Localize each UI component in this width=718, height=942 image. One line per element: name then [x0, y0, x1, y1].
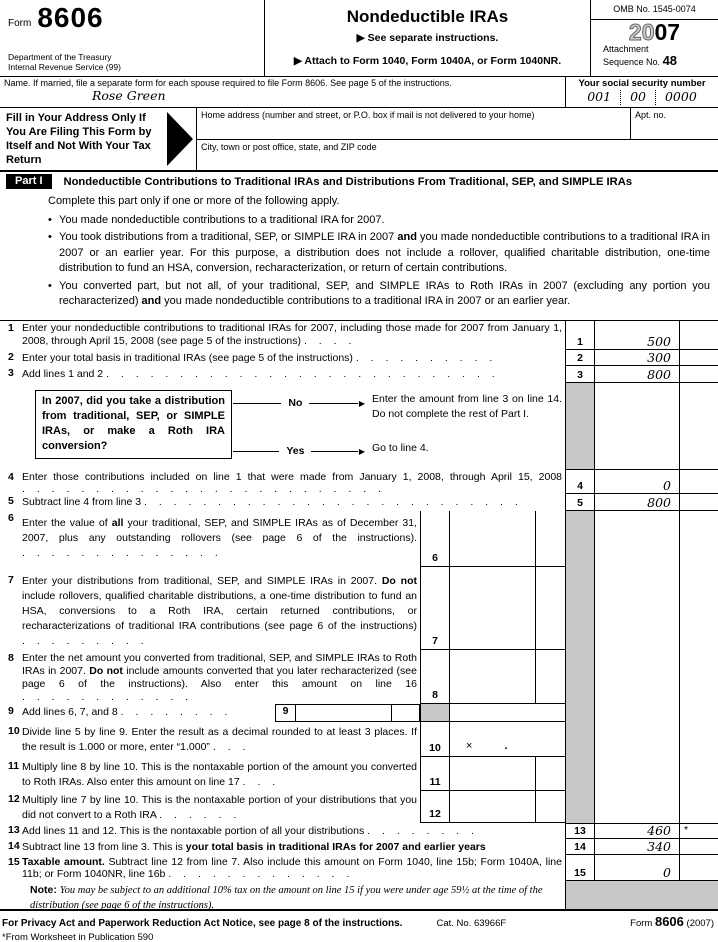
- line-2-amount-field[interactable]: 300: [595, 350, 679, 366]
- line-11-label: Multiply line 8 by line 10. This is the nontaxable portion of the amount you converted to Roth IRAs. Also enter this amount on line 17 . . .: [22, 761, 417, 788]
- ssn-area-number[interactable]: 001: [587, 89, 612, 104]
- department-line2: Internal Revenue Service (99): [8, 62, 121, 72]
- line-9-box-number: 9: [276, 705, 296, 721]
- empty-amount-cell: [595, 757, 679, 791]
- home-address-field[interactable]: Home address (number and street, or P.O. box if mail is not delivered to your home): [201, 110, 535, 120]
- line-2-row: [0, 350, 718, 366]
- line-15-cents-field[interactable]: [679, 855, 718, 881]
- form-number: 8606: [37, 2, 104, 33]
- empty-amount-cell: [595, 722, 679, 757]
- line-1-label: Enter your nondeductible contributions to traditional IRAs for 2007, including those made for 2007 from January 1, 2008, through April 15, 2008 (see page 5 of the instructions) . . . .: [22, 322, 562, 347]
- line-9-number: 9: [8, 705, 14, 717]
- attachment-sequence: [591, 44, 718, 68]
- ssn-serial-number[interactable]: 0000: [664, 89, 697, 104]
- name-cell: [0, 77, 565, 107]
- decision-yes-result: Go to line 4.: [372, 442, 429, 454]
- intro-bullet-2: • You took distributions from a traditional, SEP, or SIMPLE IRA in 2007 and you made nondeductible contributions to a traditional IRA in 2007 or an earlier year. For this purpose, a distribution does not include a rollover, qualified charitable distribution, one-time distribution to fund an HSA, conversion, recharacterization, or return of certain contributions.: [48, 230, 710, 277]
- line-15-row: [0, 855, 718, 881]
- shaded-cell: [565, 722, 595, 757]
- attach-to-note: ▶ Attach to Form 1040, Form 1040A, or Form 1040NR.: [293, 55, 562, 67]
- line-13-row: [0, 823, 718, 839]
- line-12-amount-field[interactable]: [450, 791, 535, 823]
- bullet-icon: •: [48, 231, 52, 243]
- line-14-label: Subtract line 13 from line 3. This is your total basis in traditional IRAs for 2007 and earlier years: [22, 841, 486, 853]
- line-2-box-number: 2: [565, 350, 595, 366]
- line-6-amount-field[interactable]: [450, 511, 535, 567]
- empty-cell: [450, 704, 565, 722]
- form-header: [0, 0, 718, 77]
- line-4-label: Enter those contributions included on line 1 that were made from January 1, 2008, through April 15, 2008 . . . . . . . . . . . . . . . . . . . . . . . . .: [22, 471, 562, 495]
- line-1-number: 1: [8, 322, 14, 334]
- tax-year-century: 20: [628, 19, 655, 45]
- note-text: Note: You may be subject to an additional 10% tax on the amount on line 15 if you were under age 59½ at the time of the distribution (see page 6 of the instructions).: [30, 884, 543, 911]
- line-9-amount-field[interactable]: [296, 705, 391, 721]
- decision-no-branch: [233, 396, 365, 411]
- line-11-cents-field[interactable]: [535, 757, 565, 791]
- empty-amount-cell: [595, 791, 679, 823]
- catalog-number: Cat. No. 63966F: [436, 918, 507, 929]
- line-15-amount-field[interactable]: 0: [595, 855, 679, 881]
- line-9-inline-box: [275, 704, 420, 722]
- empty-cents-cell: [679, 511, 718, 567]
- line-3-cents-field[interactable]: [679, 366, 718, 383]
- empty-amount-cell: [595, 383, 679, 470]
- line-4-row: [0, 470, 718, 494]
- line-10-box-number: 10: [420, 722, 450, 757]
- address-sidebar: [0, 108, 197, 170]
- address-fields: [197, 108, 718, 170]
- shaded-cell: [565, 881, 718, 909]
- line-13-label: Add lines 11 and 12. This is the nontaxable portion of all your distributions . . . . . . . .: [22, 825, 479, 837]
- line-13-number: 13: [8, 824, 20, 836]
- line-11-row: [0, 757, 718, 791]
- line-6-number: 6: [8, 512, 14, 524]
- shaded-cell: [565, 791, 595, 823]
- form-word: Form: [8, 18, 32, 29]
- line-15-box-number: 15: [565, 855, 595, 881]
- line-10-decimal-field[interactable]: [450, 722, 565, 757]
- empty-amount-cell: [595, 511, 679, 567]
- address-block: [0, 108, 718, 172]
- line-5-label: Subtract line 4 from line 3 . . . . . . . . . . . . . . . . . . . . . . . . . .: [22, 496, 523, 508]
- shaded-cell: [565, 757, 595, 791]
- line-5-cents-field[interactable]: [679, 494, 718, 511]
- name-ssn-row: [0, 77, 718, 108]
- line-1-row: [0, 321, 718, 350]
- shaded-cell: [565, 704, 595, 722]
- line-6-box-number: 6: [420, 511, 450, 567]
- multiply-sign: ×: [466, 740, 473, 752]
- ssn-field[interactable]: [566, 90, 718, 105]
- shaded-cell: [565, 511, 595, 567]
- line-4-box-number: 4: [565, 470, 595, 494]
- arrow-icon: ▶: [358, 399, 365, 408]
- attachment-label: Attachment: [603, 44, 649, 54]
- intro-sentence: Complete this part only if one or more of the following apply.: [48, 195, 340, 207]
- line-14-number: 14: [8, 840, 20, 852]
- yes-label: Yes: [286, 445, 305, 457]
- part1-badge: Part I: [6, 174, 52, 189]
- line-10-number: 10: [8, 725, 20, 737]
- decision-yes-branch: [233, 444, 365, 459]
- intro-bullet-1: • You made nondeductible contributions to a traditional IRA for 2007.: [48, 213, 710, 229]
- line-12-row: [0, 791, 718, 823]
- line-5-box-number: 5: [565, 494, 595, 511]
- line-1-box-number: 1: [565, 321, 595, 350]
- empty-cents-cell: [679, 383, 718, 470]
- ssn-label: Your social security number: [578, 78, 706, 89]
- line-8-row: [0, 650, 718, 704]
- line-10-row: [0, 722, 718, 757]
- line-11-number: 11: [8, 760, 20, 772]
- line-2-number: 2: [8, 351, 14, 363]
- tax-year: [591, 21, 718, 44]
- empty-cents-cell: [679, 567, 718, 650]
- empty-cents-cell: [679, 704, 718, 722]
- sequence-number: 48: [662, 53, 678, 68]
- decimal-point: .: [504, 740, 508, 752]
- line-11-amount-field[interactable]: [450, 757, 535, 791]
- line-3-number: 3: [8, 367, 14, 379]
- ssn-cell: [565, 77, 718, 107]
- part1-intro: [0, 191, 718, 321]
- empty-cents-cell: [679, 722, 718, 757]
- empty-cents-cell: [679, 757, 718, 791]
- empty-cents-cell: [679, 791, 718, 823]
- form-title-block: [265, 0, 590, 76]
- department-line1: Department of the Treasury: [8, 52, 112, 62]
- empty-amount-cell: [595, 567, 679, 650]
- line-3-row: [0, 366, 718, 383]
- line-14-row: [0, 839, 718, 855]
- note-label: Note:: [30, 884, 57, 896]
- line-8-amount-field[interactable]: [450, 650, 535, 704]
- line-3-amount-field[interactable]: 800: [595, 366, 679, 383]
- empty-amount-cell: [595, 650, 679, 704]
- line-7-number: 7: [8, 574, 14, 586]
- decision-question-box: In 2007, did you take a distribution from traditional, SEP, or SIMPLE IRAs, or make a Roth IRA conversion?: [35, 390, 232, 459]
- line-4-cents-field[interactable]: [679, 470, 718, 494]
- see-instructions-note: ▶ See separate instructions.: [356, 32, 499, 44]
- bullet-icon: •: [48, 279, 52, 292]
- line-14-amount-field[interactable]: 340: [595, 839, 679, 855]
- line-12-number: 12: [8, 793, 20, 805]
- line-7-row: [0, 567, 718, 650]
- line-12-cents-field[interactable]: [535, 791, 565, 823]
- line-7-label: Enter your distributions from traditional, SEP, and SIMPLE IRAs in 2007. Do not include rollovers, qualified charitable distributions, a one-time distribution to fund an HSA, conversions to a Roth IRA, certain returned contributions, or recharacterizations of traditional IRA contributions (see page 6 of the instructions) . . . . . . . . .: [22, 575, 417, 647]
- line-5-amount-field[interactable]: 800: [595, 494, 679, 511]
- line-2-cents-field[interactable]: [679, 350, 718, 366]
- line-10-label: Divide line 5 by line 9. Enter the result as a decimal rounded to at least 3 places. If the result is 1.000 or more, enter “1.000” . . .: [22, 726, 417, 753]
- apt-no-field[interactable]: Apt. no.: [630, 108, 718, 139]
- omb-number: OMB No. 1545-0074: [591, 0, 718, 20]
- line-8-label: Enter the net amount you converted from traditional, SEP, and SIMPLE IRAs to Roth IRAs in 2007. Do not include amounts converted that you later recharacterized (see page 6 of the instructions). Also enter this amount on line 16 . . . . . . . . . . . .: [22, 652, 417, 703]
- city-state-zip-field[interactable]: City, town or post office, state, and ZIP code: [201, 142, 377, 152]
- line-1-cents-field[interactable]: [679, 321, 718, 350]
- line-3-label: Add lines 1 and 2 . . . . . . . . . . . . . . . . . . . . . . . . . . .: [22, 368, 500, 380]
- worksheet-asterisk: *: [684, 824, 689, 836]
- line-15-number: 15: [8, 856, 20, 868]
- address-sidebar-text: Fill in Your Address Only If You Are Filing This Form by Itself and Not With Your Tax Return: [6, 112, 152, 166]
- department-lines: [8, 52, 258, 74]
- shaded-cell: [420, 704, 450, 722]
- line-8-box-number: 8: [420, 650, 450, 704]
- line-5-row: [0, 494, 718, 511]
- line-6-label: Enter the value of all your traditional, SEP, and SIMPLE IRAs as of December 31, 2007, plus any outstanding rollovers (see page 6 of the instructions). . . . . . . . . . . . . . .: [22, 517, 417, 559]
- line-12-label: Multiply line 7 by line 10. This is the nontaxable portion of your distributions that you did not convert to a Roth IRA . . . . . .: [22, 794, 417, 821]
- line-15-label: Taxable amount. Subtract line 12 from line 7. Also include this amount on Form 1040, line 15b; Form 1040A, line 11b; or Form 1040NR, line 16b . . . . . . . . . . . . .: [22, 856, 562, 880]
- no-label: No: [288, 397, 303, 409]
- line-8-cents-field[interactable]: [535, 650, 565, 704]
- ssn-group-number[interactable]: 00: [630, 89, 646, 104]
- line-2-label: Enter your total basis in traditional IRAs (see page 5 of the instructions) . . . . . . . . . .: [22, 352, 497, 364]
- privacy-act-notice: For Privacy Act and Paperwork Reduction Act Notice, see page 8 of the instructions.: [2, 918, 403, 929]
- line-9-label: Add lines 6, 7, and 8 . . . . . . . .: [22, 706, 232, 718]
- footer: [0, 911, 718, 929]
- empty-amount-cell: [595, 704, 679, 722]
- line-4-number: 4: [8, 471, 14, 483]
- part1-header: [0, 172, 718, 191]
- name-label: Name. If married, file a separate form for each spouse required to file Form 8606. See page 5 of the instructions.: [4, 78, 452, 88]
- empty-cents-cell: [679, 650, 718, 704]
- line-9-cents-field[interactable]: [391, 705, 419, 721]
- decision-no-result: Enter the amount from line 3 on line 14. Do not complete the rest of Part I.: [372, 393, 562, 420]
- name-field[interactable]: Rose Green: [92, 88, 166, 103]
- shaded-cell: [565, 567, 595, 650]
- line-12-box-number: 12: [420, 791, 450, 823]
- footer-form-id: Form 8606 (2007): [630, 914, 714, 929]
- line-13-cents-field[interactable]: [679, 823, 718, 839]
- intro-bullet-3: • You converted part, but not all, of your traditional, SEP, and SIMPLE IRAs to Roth IRAs in 2007 (excluding any portion you recharacterized) and you made nondeductible contributions to a traditional IRA in 2007 or an earlier year.: [48, 279, 710, 310]
- line-14-box-number: 14: [565, 839, 595, 855]
- decision-flow: [0, 383, 565, 470]
- omb-year-block: [590, 0, 718, 76]
- line-7-amount-field[interactable]: [450, 567, 535, 650]
- line-13-amount-field[interactable]: 460: [595, 823, 679, 839]
- line-8-number: 8: [8, 652, 14, 664]
- line-1-amount-field[interactable]: 500: [595, 321, 679, 350]
- line-3-box-number: 3: [565, 366, 595, 383]
- decision-flow-row: [0, 383, 718, 470]
- tax-year-decade: 07: [654, 19, 681, 45]
- sequence-label: Sequence No.: [603, 57, 661, 67]
- line-7-cents-field[interactable]: [535, 567, 565, 650]
- shaded-cell: [565, 383, 595, 470]
- arrow-icon: ▶: [358, 447, 366, 456]
- line-6-cents-field[interactable]: [535, 511, 565, 567]
- line-13-box-number: 13: [565, 823, 595, 839]
- part1-title: Nondeductible Contributions to Traditional IRAs and Distributions From Traditional, SEP, and SIMPLE IRAs: [63, 175, 633, 188]
- bullet-icon: •: [48, 213, 52, 226]
- form-title: Nondeductible IRAs: [346, 7, 509, 26]
- line-5-number: 5: [8, 495, 14, 507]
- line-6-row: [0, 511, 718, 567]
- line-11-box-number: 11: [420, 757, 450, 791]
- line-4-amount-field[interactable]: 0: [595, 470, 679, 494]
- line-14-cents-field[interactable]: [679, 839, 718, 855]
- line-7-box-number: 7: [420, 567, 450, 650]
- shaded-cell: [565, 650, 595, 704]
- right-arrow-icon: [167, 112, 193, 166]
- line-9-row: [0, 704, 718, 722]
- worksheet-footnote: *From Worksheet in Publication 590: [2, 932, 154, 942]
- note-row: [0, 881, 718, 911]
- form-identity: [0, 0, 265, 76]
